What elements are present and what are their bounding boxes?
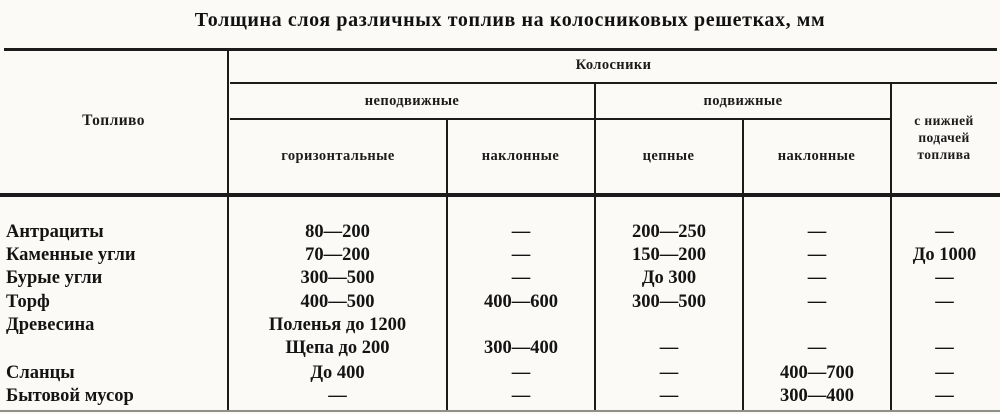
- table-row: [0, 362, 1000, 385]
- cell-value: —: [935, 338, 954, 358]
- fuel-name: Бурые угли: [6, 268, 103, 288]
- cell-value: 400—500: [300, 292, 375, 312]
- cell-value: —: [511, 386, 531, 406]
- header-movable-group: подвижные: [703, 92, 783, 109]
- fuel-name: Антрациты: [6, 222, 104, 242]
- cell-value: [743, 314, 891, 337]
- cell-value: Щепа до 200: [285, 338, 390, 358]
- fuel-name: Каменные угли: [6, 245, 136, 265]
- header-col-inclined-fixed: наклонные: [481, 148, 560, 164]
- fuel-name: Сланцы: [6, 363, 75, 383]
- header-col-chain: цепные: [642, 148, 695, 164]
- table-row: [0, 244, 1000, 267]
- cell-value: —: [659, 363, 679, 383]
- cell-value: —: [511, 363, 531, 383]
- cell-value: 400—700: [780, 363, 854, 383]
- cell-value: —: [659, 338, 679, 358]
- table-row: [0, 267, 1000, 290]
- cell-value: [891, 314, 998, 337]
- cell-value: 300—400: [780, 386, 854, 406]
- cell-value: [447, 314, 595, 337]
- cell-value: До 1000: [912, 245, 977, 265]
- cell-value: 200—250: [632, 222, 706, 242]
- cell-value: 300—400: [484, 338, 558, 358]
- table-row: [0, 337, 1000, 360]
- cell-value: —: [511, 245, 531, 265]
- cell-value: 400—600: [484, 292, 558, 312]
- cell-value: 300—500: [632, 292, 706, 312]
- cell-value: —: [935, 222, 954, 242]
- table-row: [0, 385, 1000, 408]
- fuel-name: [6, 337, 224, 360]
- header-grates-group: Колосники: [575, 56, 652, 73]
- table-row: [0, 314, 1000, 337]
- cell-value: —: [511, 222, 531, 242]
- table-row: [0, 291, 1000, 314]
- cell-value: —: [511, 268, 531, 288]
- cell-value: 80—200: [305, 222, 370, 242]
- cell-value: —: [807, 292, 827, 312]
- cell-value: —: [807, 338, 827, 358]
- cell-value: —: [935, 292, 954, 312]
- header-fuel: Топливо: [82, 111, 145, 129]
- cell-value: Поленья до 1200: [268, 315, 407, 335]
- rule-bottom: [0, 410, 1000, 412]
- header-col-underfeed: с нижней подачей топлива: [914, 113, 974, 162]
- header-fixed-group: неподвижные: [364, 92, 460, 109]
- table-row: [0, 221, 1000, 244]
- cell-value: —: [807, 268, 827, 288]
- cell-value: —: [807, 245, 827, 265]
- fuel-name: Древесина: [6, 315, 95, 335]
- cell-value: 150—200: [632, 245, 706, 265]
- cell-value: [595, 314, 743, 337]
- cell-value: —: [807, 222, 827, 242]
- fuel-name: Бытовой мусор: [6, 386, 134, 406]
- cell-value: 70—200: [305, 245, 370, 265]
- cell-value: До 300: [641, 268, 697, 288]
- cell-value: —: [935, 363, 954, 383]
- table-title: Толщина слоя различных топлив на колосниковых решетках, мм: [194, 9, 826, 31]
- cell-value: —: [935, 268, 954, 288]
- cell-value: До 400: [310, 363, 365, 383]
- cell-value: —: [328, 386, 347, 406]
- cell-value: —: [659, 386, 679, 406]
- cell-value: —: [935, 386, 954, 406]
- header-col-inclined-movable: наклонные: [777, 148, 856, 164]
- rule-header-bottom: [0, 193, 1000, 197]
- fuel-name: Торф: [6, 292, 50, 312]
- cell-value: 300—500: [300, 268, 375, 288]
- header-col-horizontal: горизонтальные: [281, 148, 395, 164]
